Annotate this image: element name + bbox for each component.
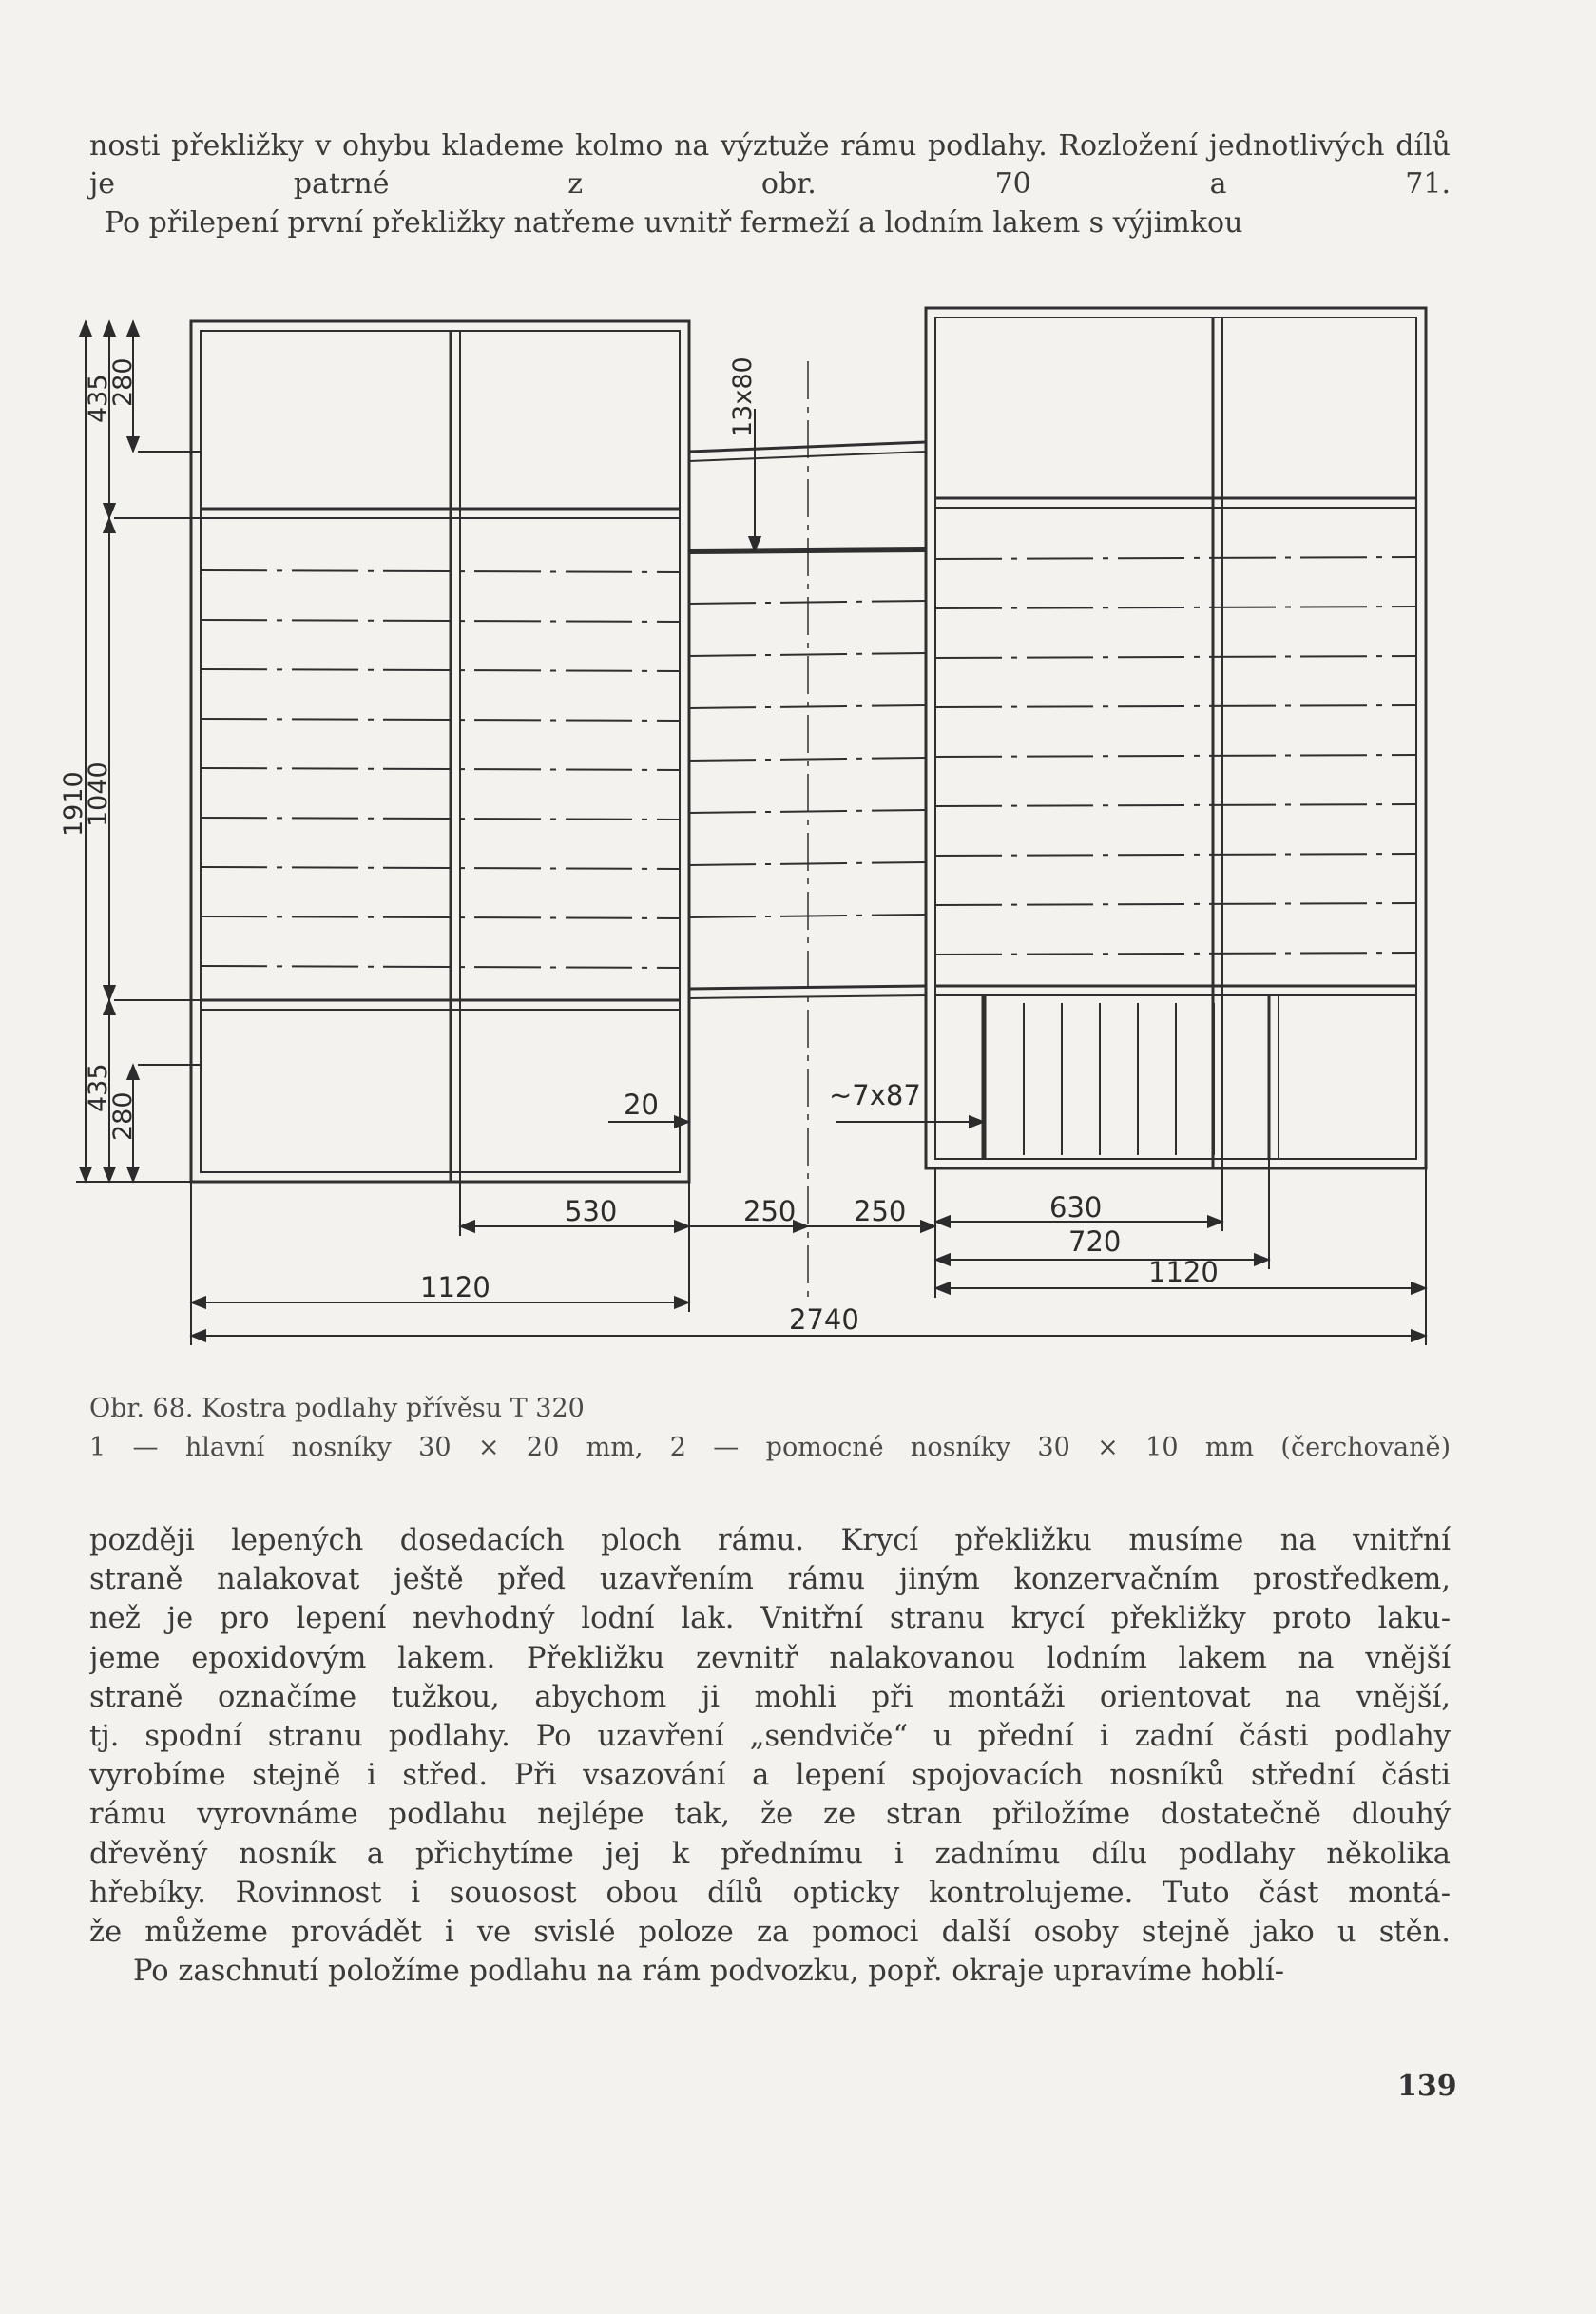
body-last-paragraph: Po zaschnutí položíme podlahu na rám podvozku, popř. okraje upravíme hoblí- [133, 1955, 1285, 1989]
dim-250-right: 250 [854, 1195, 907, 1227]
floor-frame-drawing [57, 295, 1464, 1369]
body-line-8: rámu vyrovnáme podlahu nejlépe tak, že ze stran přiložíme dostatečně dlouhý [89, 1798, 1451, 1832]
body-line-3: než je pro lepení nevhodný lodní lak. Vnitřní stranu krycí překližky proto laku- [89, 1602, 1451, 1636]
dim-1120-left: 1120 [420, 1271, 490, 1303]
dim-1040: 1040 [84, 762, 113, 827]
frame-structure [191, 308, 1426, 1302]
top-paragraph-1: nosti překližky v ohybu klademe kolmo na výztuže rámu podlahy. Rozložení jednotlivých dílů je patrné z obr. 70 a 71. [89, 129, 1451, 201]
dim-7x87: ~7x87 [829, 1079, 921, 1111]
dim-530: 530 [565, 1195, 618, 1227]
top-paragraph-2: Po přilepení první překližky natřeme uvnitř fermeží a lodním lakem s výjimkou [105, 206, 1243, 240]
figure-caption-legend: 1 — hlavní nosníky 30 × 20 mm, 2 — pomocné nosníky 30 × 10 mm (čerchovaně) [89, 1433, 1451, 1462]
body-line-2: straně nalakovat ještě před uzavřením rámu jiným konzervačním prostředkem, [89, 1563, 1451, 1597]
figure-caption-title: Obr. 68. Kostra podlahy přívěsu T 320 [89, 1394, 585, 1423]
body-line-5: straně označíme tužkou, abychom ji mohli při montáži orientovat na vnější, [89, 1680, 1451, 1714]
dim-2740: 2740 [789, 1303, 859, 1336]
body-line-7: vyrobíme stejně i střed. Při vsazování a lepení spojovacích nosníků střední části [89, 1759, 1451, 1793]
body-line-4: jeme epoxidovým lakem. Překližku zevnitř nalakovanou lodním lakem na vnější [89, 1641, 1451, 1675]
dim-630: 630 [1049, 1191, 1103, 1224]
body-line-1: později lepených dosedacích ploch rámu. Krycí překližku musíme na vnitřní [89, 1524, 1451, 1557]
dim-435-bottom: 435 [84, 1063, 113, 1112]
dimension-labels [59, 357, 1219, 1336]
body-line-9: dřevěný nosník a přichytíme jej k přednímu i zadnímu dílu podlahy několika [89, 1837, 1451, 1871]
body-line-6: tj. spodní stranu podlahy. Po uzavření „sendviče“ u přední i zadní části podlahy [89, 1720, 1451, 1754]
dim-13x80: 13x80 [728, 357, 758, 437]
page-number: 139 [1397, 2070, 1457, 2103]
dim-435-top: 435 [84, 374, 113, 423]
dim-20: 20 [624, 1089, 659, 1121]
body-line-11: že můžeme provádět i ve svislé poloze za pomoci další osoby stejně jako u stěn. [89, 1916, 1451, 1950]
dim-280-top: 280 [108, 357, 138, 407]
dim-720: 720 [1068, 1225, 1122, 1258]
dim-1120-right: 1120 [1148, 1256, 1219, 1288]
dim-280-bottom: 280 [108, 1091, 138, 1141]
dim-1910: 1910 [59, 771, 88, 837]
dim-250-left: 250 [743, 1195, 797, 1227]
body-line-10: hřebíky. Rovinnost i souosost obou dílů opticky kontrolujeme. Tuto část montá- [89, 1876, 1451, 1910]
body-text [89, 1521, 1451, 1991]
